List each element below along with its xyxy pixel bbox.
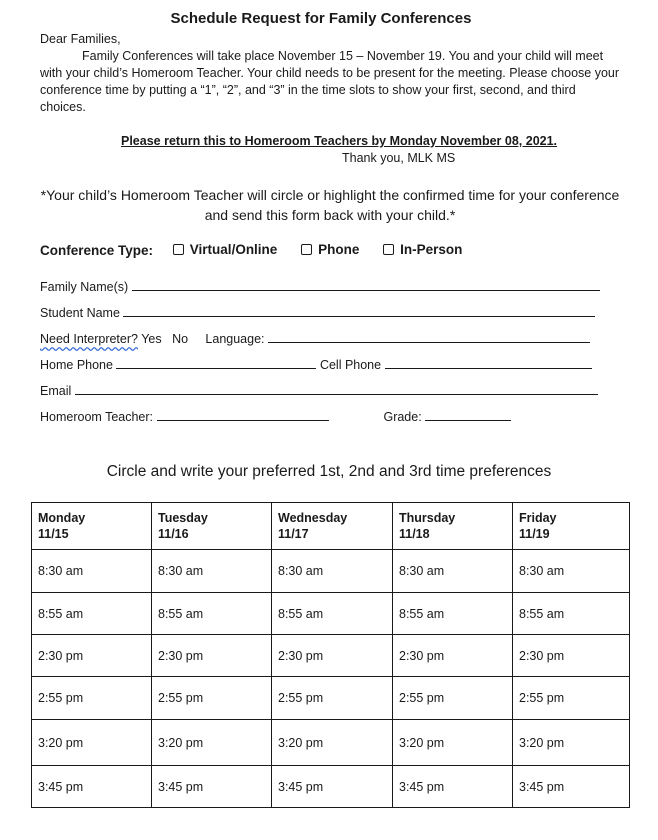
preference-heading: Circle and write your preferred 1st, 2nd and 3rd time preferences [106, 463, 552, 480]
time-slot-thursday[interactable]: 2:55 pm [393, 677, 513, 720]
time-slot-wednesday[interactable]: 8:55 am [272, 593, 393, 635]
time-slot-friday[interactable]: 8:55 am [513, 593, 630, 635]
time-slot-wednesday[interactable]: 8:30 am [272, 550, 393, 593]
family-names-label: Family Name(s) [40, 280, 129, 294]
interpreter-row [40, 330, 590, 346]
student-name-field[interactable] [123, 304, 595, 317]
time-slot-monday[interactable]: 8:55 am [32, 593, 152, 635]
time-slot-wednesday[interactable]: 2:55 pm [272, 677, 393, 720]
need-interpreter-label: Need Interpreter? [40, 332, 138, 346]
time-slot-row [32, 766, 630, 808]
intro-section [40, 31, 620, 116]
yes-option[interactable]: Yes [141, 332, 162, 346]
grade-label: Grade: [383, 410, 422, 424]
schedule-header-row [32, 503, 630, 550]
day-name: Friday [519, 511, 557, 525]
header-wednesday [272, 503, 393, 550]
cell-phone-label: Cell Phone [319, 358, 382, 372]
time-slot-thursday[interactable]: 2:30 pm [393, 635, 513, 677]
header-thursday [393, 503, 513, 550]
homeroom-teacher-field[interactable] [157, 408, 329, 421]
day-date: 11/18 [399, 527, 430, 541]
day-date: 11/17 [278, 527, 309, 541]
time-slot-row [32, 720, 630, 766]
form-title: Schedule Request for Family Conferences [170, 10, 472, 27]
time-slot-friday[interactable]: 8:30 am [513, 550, 630, 593]
time-slot-monday[interactable]: 2:55 pm [32, 677, 152, 720]
time-slot-wednesday[interactable]: 3:20 pm [272, 720, 393, 766]
option-in-person[interactable] [383, 242, 462, 257]
confirmation-note: *Your child’s Homeroom Teacher will circle or highlight the confirmed time for your conference and send this form back with your child.* [40, 187, 620, 223]
day-date: 11/16 [158, 527, 189, 541]
grade-field[interactable] [425, 408, 511, 421]
option-in-person-label: In-Person [400, 242, 463, 257]
day-name: Thursday [399, 511, 456, 525]
time-slot-monday[interactable]: 3:20 pm [32, 720, 152, 766]
no-option[interactable]: No [172, 332, 189, 346]
time-slot-tuesday[interactable]: 8:55 am [152, 593, 272, 635]
option-phone[interactable] [301, 242, 359, 257]
time-slot-tuesday[interactable]: 3:20 pm [152, 720, 272, 766]
homeroom-teacher-label: Homeroom Teacher: [40, 410, 154, 424]
day-name: Tuesday [158, 511, 208, 525]
time-slot-monday[interactable]: 2:30 pm [32, 635, 152, 677]
family-names-row [40, 278, 600, 294]
time-slot-monday[interactable]: 3:45 pm [32, 766, 152, 808]
home-phone-field[interactable] [116, 356, 316, 369]
schedule-body [32, 550, 630, 808]
time-slot-tuesday[interactable]: 3:45 pm [152, 766, 272, 808]
checkbox-virtual[interactable] [173, 244, 184, 255]
time-slot-friday[interactable]: 3:20 pm [513, 720, 630, 766]
student-name-label: Student Name [40, 306, 120, 320]
checkbox-in-person[interactable] [383, 244, 394, 255]
home-phone-label: Home Phone [40, 358, 113, 372]
language-field[interactable] [268, 330, 590, 343]
phone-row [40, 356, 592, 372]
email-row [40, 382, 598, 398]
email-field[interactable] [75, 382, 598, 395]
option-virtual-label: Virtual/Online [189, 242, 278, 257]
day-date: 11/19 [519, 527, 550, 541]
time-slot-row [32, 593, 630, 635]
option-virtual[interactable] [173, 242, 278, 257]
time-slot-monday[interactable]: 8:30 am [32, 550, 152, 593]
day-name: Monday [38, 511, 86, 525]
email-label: Email [40, 384, 72, 398]
time-slot-thursday[interactable]: 8:55 am [393, 593, 513, 635]
header-friday [513, 503, 630, 550]
return-notice: Please return this to Homeroom Teachers by Monday November 08, 2021. [121, 134, 558, 148]
language-label: Language: [205, 332, 265, 346]
option-phone-label: Phone [318, 242, 360, 257]
time-slot-thursday[interactable]: 3:20 pm [393, 720, 513, 766]
time-slot-friday[interactable]: 2:55 pm [513, 677, 630, 720]
time-slot-friday[interactable]: 3:45 pm [513, 766, 630, 808]
time-slot-row [32, 550, 630, 593]
day-name: Wednesday [278, 511, 348, 525]
cell-phone-field[interactable] [385, 356, 592, 369]
conference-type-label: Conference Type: [40, 243, 154, 258]
time-slot-wednesday[interactable]: 3:45 pm [272, 766, 393, 808]
time-slot-thursday[interactable]: 8:30 am [393, 550, 513, 593]
time-slot-row [32, 635, 630, 677]
time-slot-wednesday[interactable]: 2:30 pm [272, 635, 393, 677]
time-slot-thursday[interactable]: 3:45 pm [393, 766, 513, 808]
checkbox-phone[interactable] [301, 244, 312, 255]
header-monday [32, 503, 152, 550]
homeroom-row [40, 408, 511, 424]
header-tuesday [152, 503, 272, 550]
intro-paragraph [40, 48, 620, 116]
time-slot-tuesday[interactable]: 2:55 pm [152, 677, 272, 720]
family-names-field[interactable] [132, 278, 600, 291]
thanks-signature: Thank you, MLK MS [342, 151, 456, 165]
conference-type-row [40, 242, 482, 258]
time-slot-tuesday[interactable]: 2:30 pm [152, 635, 272, 677]
day-date: 11/15 [38, 527, 69, 541]
greeting: Dear Families, [40, 32, 121, 46]
time-slot-friday[interactable]: 2:30 pm [513, 635, 630, 677]
time-slot-tuesday[interactable]: 8:30 am [152, 550, 272, 593]
schedule-table [31, 502, 630, 808]
time-slot-row [32, 677, 630, 720]
intro-text: Family Conferences will take place November 15 – November 19. You and your child will meet with your child’s Homeroom Teacher. Your child needs to be present for the meeting. Please choose your conference time by putting a “1”, “2”, and “3” in the time slots to show your first, second, and third choices. [40, 49, 620, 114]
student-name-row [40, 304, 595, 320]
